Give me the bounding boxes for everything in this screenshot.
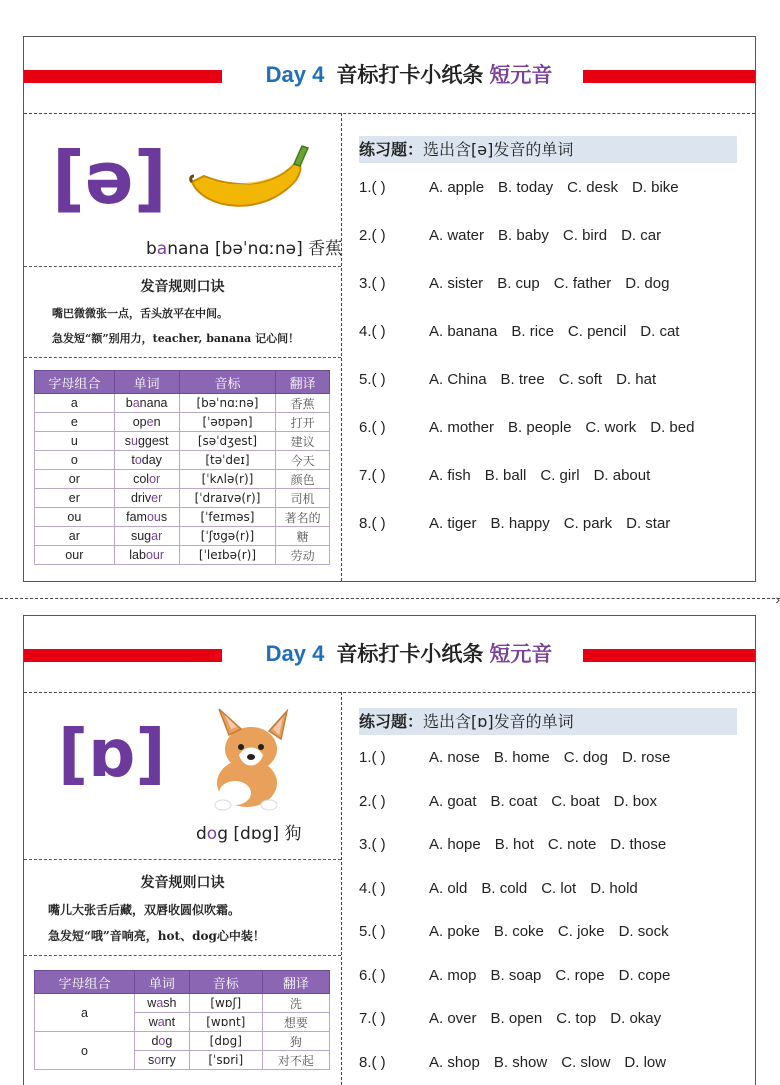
word-cell [114,527,179,546]
answer-option: C. top [556,1010,597,1027]
card-title [229,59,589,89]
answer-option: C. bird [562,227,608,244]
header-ipa: 音标 [189,971,262,994]
answer-option: C. slow [561,1053,611,1071]
word-highlight: o [134,453,142,467]
word-highlight: e [146,415,154,429]
translation-cell: 建议 [276,432,330,451]
rule-title: 发音规则口诀 [140,279,225,295]
letters-cell: a [35,394,115,413]
answer-option: B. ball [484,467,527,484]
question-number: 1.( ) [359,749,386,766]
word-part: rry [161,1053,176,1067]
table-row [35,413,330,432]
answer-option: C. joke [557,923,605,940]
table-body [35,994,330,1070]
answer-option: C. soft [558,371,603,388]
phonics-table [34,970,330,1070]
separator [24,955,341,956]
rule-line-2: 急发短“哦”音响亮，hot、dog心中装！ [48,929,265,943]
answer-option: A. nose [429,749,480,766]
phonetic-symbol: [ə] [52,136,167,220]
red-bar-left [24,649,222,662]
ipa-cell: [təˈdeɪ] [179,451,276,470]
answer-option: A. fish [429,467,471,484]
red-bar-right [583,649,755,662]
word-highlight: a [156,996,164,1010]
table-row [35,546,330,565]
rule-line-2: 急发短“额”别用力，teacher, banana 记心间！ [52,332,300,345]
question-number: 2.( ) [359,227,386,244]
ipa-cell: [ˈʃʊgə(r)] [179,527,276,546]
translation-cell: 狗 [262,1032,329,1051]
answer-option: D. okay [610,1010,662,1027]
answer-option: C. pencil [567,323,627,340]
translation-cell: 打开 [276,413,330,432]
ipa-cell: [ˈəʊpən] [179,413,276,432]
answer-option: D. cope [618,966,671,984]
card-header [24,37,755,114]
word-part: s [160,510,168,524]
ipa-cell: [wɒʃ] [189,994,262,1013]
column-divider [341,113,342,581]
question-row [359,923,683,940]
word-part: s [124,434,131,448]
phonics-table [34,370,330,565]
answer-option: A. mother [429,419,495,436]
answer-option: A. poke [429,923,480,940]
table-row [35,508,330,527]
answer-option: B. today [498,179,554,196]
word-cell [114,413,179,432]
answer-option: C. father [553,275,612,292]
answer-option: D. those [610,836,667,853]
answer-option: C. boat [551,792,600,810]
ipa-cell: [bəˈnɑːnə] [179,394,276,413]
word-part: fam [126,510,147,524]
banana-icon [184,140,314,220]
word-cell [114,470,179,489]
word-part: lab [129,548,146,562]
word-cell [134,1051,189,1070]
header-translation: 翻译 [276,371,330,394]
question-row [359,371,670,388]
word-part: d [151,1034,159,1048]
question-number: 4.( ) [359,879,386,897]
translation-cell: 司机 [276,489,330,508]
answer-option: C. desk [567,179,618,196]
rule-line-1: 嘴巴微微张一点，舌头放平在中间。 [52,307,228,320]
letters-cell: e [35,413,115,432]
answer-option: D. star [626,515,671,532]
translation-cell: 香蕉 [276,394,330,413]
question-number: 8.( ) [359,1053,386,1071]
exercise-instruction: 选出含[ɒ]发音的单词 [423,712,574,731]
card-short-o [23,615,756,1085]
example-translation: 香蕉 [308,239,343,259]
table-row [35,394,330,413]
word-cell [114,489,179,508]
question-row [359,880,652,897]
answer-option: D. hat [616,371,657,388]
answer-option: B. baby [498,227,549,244]
answer-option: A. China [429,371,487,388]
answer-option: D. bike [631,179,679,196]
answer-option: C. dog [563,749,608,766]
example-word: dog [dɒg] 狗 [196,824,302,844]
example-word: banana [bəˈnɑːnə] 香蕉 [146,239,343,259]
word-cell [134,1032,189,1051]
answer-option: A. water [429,227,485,244]
answer-option: C. park [563,515,613,532]
letters-cell: or [35,470,115,489]
answer-option: B. coat [490,792,538,810]
question-row [359,1010,675,1027]
word-part: day [141,453,162,467]
answer-option: D. rose [621,749,671,766]
word-highlight: o [154,1053,162,1067]
table-row [35,1032,330,1051]
word-cell [114,546,179,565]
word-part: n [153,415,161,429]
word-part: b [125,396,133,410]
answer-option: B. home [493,749,550,766]
letters-cell: our [35,546,115,565]
word-highlight: ou [146,510,161,524]
question-row [359,967,684,984]
word-highlight: ar [151,529,163,543]
question-row [359,749,684,766]
table-row [35,489,330,508]
word-highlight: o [158,1034,166,1048]
exercise-label: 练习题： [359,712,424,731]
answer-option: A. banana [429,323,498,340]
exercise-label: 练习题： [359,140,424,159]
answer-option: D. cat [640,323,680,340]
header-translation: 翻译 [262,971,329,994]
word-cell [134,994,189,1013]
answer-option: A. goat [429,792,477,810]
translation-cell: 劳动 [276,546,330,565]
word-part: s [148,1053,155,1067]
table-header-row [35,971,330,994]
question-row [359,179,693,196]
example-ipa: [bəˈnɑːnə] [215,239,303,259]
red-bar-right [583,70,755,83]
question-row [359,419,708,436]
question-row [359,323,693,340]
word-part: sug [130,529,152,543]
question-row [359,793,671,810]
question-number: 4.( ) [359,323,386,340]
word-part: w [147,996,157,1010]
separator [24,859,341,860]
answer-option: D. dog [625,275,670,292]
header-word: 单词 [114,371,179,394]
word-cell [114,508,179,527]
card-title [229,638,589,668]
word-part: driv [130,491,152,505]
word-cell [114,394,179,413]
question-number: 6.( ) [359,419,386,436]
word-highlight: our [145,548,165,562]
letters-cell: u [35,432,115,451]
example-ipa: [dɒg] [233,824,280,844]
answer-option: C. work [585,419,637,436]
word-part: col [133,472,150,486]
phonetic-symbol: [ɒ] [58,715,166,792]
example-translation: 狗 [284,824,302,844]
rule-title: 发音规则口诀 [140,875,225,891]
red-bar-left [24,70,222,83]
word-part: g [165,1034,173,1048]
answer-option: A. hope [429,836,481,853]
day-label: Day 4 [265,641,325,666]
answer-option: D. bed [650,419,695,436]
answer-option: B. open [490,1010,543,1027]
exercise-heading [359,708,737,735]
question-row [359,275,683,292]
question-number: 7.( ) [359,1010,386,1027]
answer-option: B. happy [490,515,550,532]
word-highlight: or [149,472,161,486]
subtitle-text: 短元音 [489,642,553,666]
cut-line [0,598,780,599]
ipa-cell: [ˈleɪbə(r)] [179,546,276,565]
answer-option: A. apple [429,179,485,196]
table-row [35,470,330,489]
column-divider [341,692,342,1085]
question-row [359,836,680,853]
word-cell [114,432,179,451]
translation-cell: 今天 [276,451,330,470]
question-row [359,227,675,244]
answer-option: C. rope [555,966,605,984]
corgi-icon [189,705,299,815]
answer-option: D. sock [618,923,669,940]
question-row [359,467,664,484]
answer-option: B. people [508,419,572,436]
question-number: 3.( ) [359,836,386,853]
word-highlight: er [151,491,163,505]
subtitle-text: 短元音 [489,63,553,87]
letters-cell: o [35,1032,135,1070]
exercise-heading [359,136,737,163]
translation-cell: 对不起 [262,1051,329,1070]
translation-cell: 洗 [262,994,329,1013]
ipa-cell: [ˈdraɪvə(r)] [179,489,276,508]
answer-option: A. tiger [429,515,477,532]
question-number: 6.( ) [359,966,386,984]
question-row [359,1054,680,1071]
ipa-cell: [ˈsɒri] [189,1051,262,1070]
word-part: ggest [137,434,169,448]
answer-option: B. hot [494,836,534,853]
answer-option: C. girl [540,467,580,484]
word-highlight: a [157,1015,165,1029]
header-word: 单词 [134,971,189,994]
table-row [35,451,330,470]
letters-cell: o [35,451,115,470]
table-row [35,432,330,451]
table-row [35,994,330,1013]
letters-cell: ou [35,508,115,527]
ipa-cell: [ˈkʌlə(r)] [179,470,276,489]
letters-cell: er [35,489,115,508]
answer-option: B. cold [481,879,528,897]
answer-option: A. old [429,879,468,897]
table-body [35,394,330,565]
table-row [35,527,330,546]
scissors-arrow-icon: › [775,591,780,607]
answer-option: A. over [429,1010,477,1027]
answer-option: B. rice [511,323,554,340]
header-letters: 字母组合 [35,371,115,394]
letters-cell: a [35,994,135,1032]
word-part: w [148,1015,158,1029]
letters-cell: ar [35,527,115,546]
header-letters: 字母组合 [35,971,135,994]
ipa-cell: [səˈdʒest] [179,432,276,451]
day-label: Day 4 [265,62,325,87]
separator [24,357,341,358]
answer-option: D. box [613,792,657,810]
table-header-row [35,371,330,394]
answer-option: C. lot [541,879,577,897]
ipa-cell: [wɒnt] [189,1013,262,1032]
title-text: 音标打卡小纸条 [336,642,484,666]
question-number: 5.( ) [359,923,386,940]
question-number: 7.( ) [359,467,386,484]
question-number: 1.( ) [359,179,386,196]
answer-option: B. cup [497,275,540,292]
word-part: nt [164,1015,176,1029]
question-number: 5.( ) [359,371,386,388]
question-number: 8.( ) [359,515,386,532]
rule-line-1: 嘴儿大张舌后藏，双唇收圆似吹霜。 [48,903,241,917]
translation-cell: 糖 [276,527,330,546]
ipa-cell: [dɒg] [189,1032,262,1051]
answer-option: D. about [593,467,651,484]
answer-option: D. low [624,1053,667,1071]
answer-option: A. mop [429,966,477,984]
answer-option: B. soap [490,966,542,984]
word-part: t [131,453,135,467]
translation-cell: 想要 [262,1013,329,1032]
answer-option: D. car [621,227,662,244]
question-number: 2.( ) [359,792,386,810]
card-header [24,616,755,693]
title-text: 音标打卡小纸条 [336,63,484,87]
question-row [359,515,684,532]
translation-cell: 颜色 [276,470,330,489]
answer-option: B. show [493,1053,548,1071]
answer-option: B. coke [493,923,544,940]
word-part: nana [139,396,168,410]
word-cell [134,1013,189,1032]
answer-option: A. shop [429,1053,480,1071]
ipa-cell: [ˈfeɪməs] [179,508,276,527]
card-schwa [23,36,756,582]
word-highlight: u [130,434,138,448]
word-cell [114,451,179,470]
question-number: 3.( ) [359,275,386,292]
translation-cell: 著名的 [276,508,330,527]
exercise-instruction: 选出含[ə]发音的单词 [423,140,574,159]
header-ipa: 音标 [179,371,276,394]
separator [24,266,341,267]
word-highlight: a [132,396,140,410]
answer-option: B. tree [500,371,545,388]
word-part: sh [163,996,177,1010]
answer-option: A. sister [429,275,484,292]
word-part: op [132,415,147,429]
answer-option: C. note [547,836,597,853]
answer-option: D. hold [590,879,638,897]
